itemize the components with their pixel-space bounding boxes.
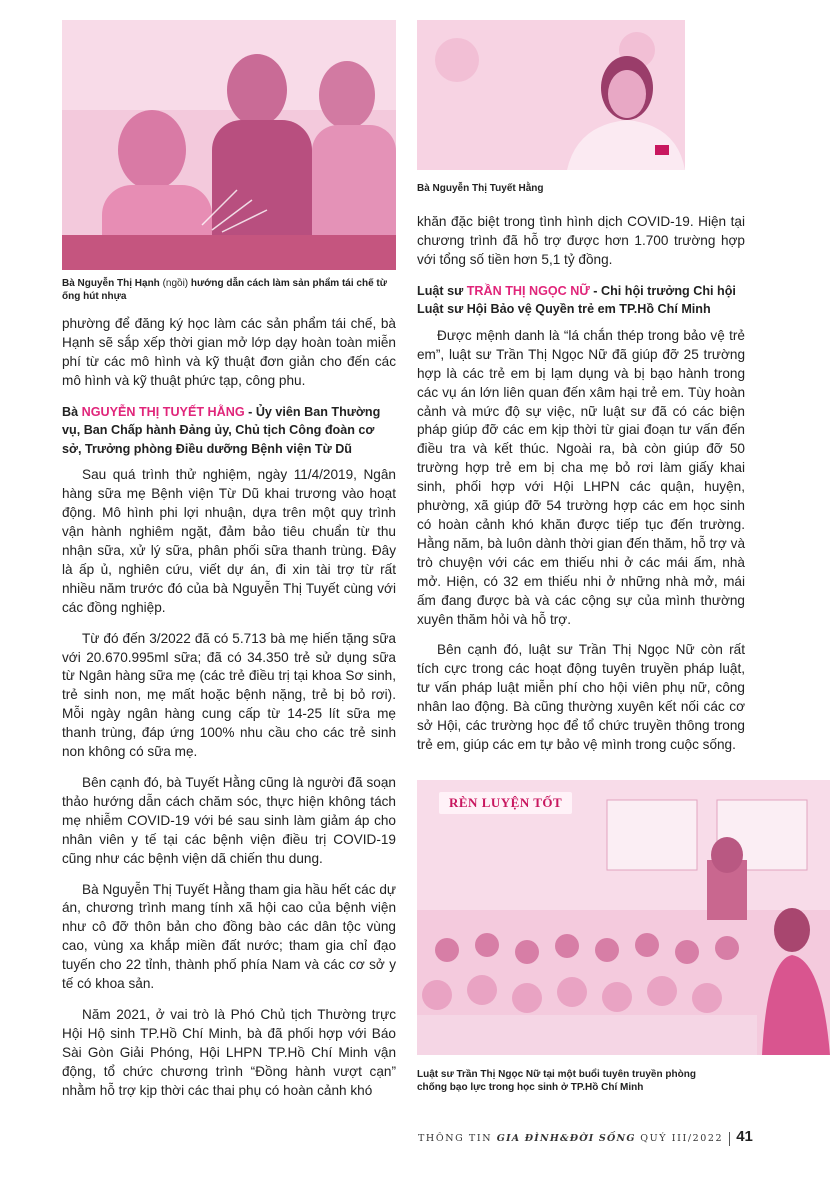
- left-paragraph-4: Bà Nguyễn Thị Tuyết Hằng tham gia hầu hết các dự án, chương trình mang tính xã hội cao của bệnh viện như cô đỡ thôn bản cho đồng bào các dân tộc vùng cao, vùng xa khắp miền đất nước; tham gia chỉ đạo tuyến cho 22 tỉnh, thành phố phía Nam và các cơ sở y tế có khoa sản.: [62, 881, 396, 992]
- footer-issue: QUÝ III/2022: [640, 1133, 724, 1144]
- left-column: [62, 315, 396, 1113]
- right-column: [417, 213, 745, 767]
- page-number: 41: [736, 1128, 753, 1145]
- left-intro-paragraph: phường để đăng ký học làm các sản phẩm tái chế, bà Hạnh sẽ sắp xếp thời gian mở lớp dạy hoàn toàn miễn phí từ các mô hình và kỹ thuật đơn giản cho đến các mô hình và kỹ thuật phức tạp, công phu.: [62, 316, 396, 388]
- right-paragraph-2: Bên cạnh đó, luật sư Trần Thị Ngọc Nữ còn rất tích cực trong các hoạt động tuyên truyền pháp luật, tư vấn pháp luật miễn phí cho hội viên phụ nữ, công nhân lao động. Bà cũng thường xuyên kết nối các cơ sở Hội, các trường học để tổ chức truyền thông trong trẻ em, giúp các em tự bảo vệ mình trong cuộc sống.: [417, 642, 745, 752]
- photo-portrait-tuyet-hang-image: [417, 20, 685, 170]
- photo-women-crafting: [62, 20, 396, 270]
- left-paragraph-3: Bên cạnh đó, bà Tuyết Hằng cũng là người đã soạn thảo hướng dẫn cách chăm sóc, thực hiện không tách mẹ nhiễm COVID-19 với bé sau sinh làm giảm áp cho nhân viên y tế tại các bệnh viện điều trị COVID-19 cũng như các bệnh viện dã chiến thu dung.: [62, 775, 396, 866]
- footer-prefix: THÔNG TIN: [418, 1133, 493, 1144]
- section-heading-tuyet-hang: Bà NGUYỄN THỊ TUYẾT HẰNG - Ủy viên Ban Thường vụ, Ban Chấp hành Đảng ủy, Chủ tịch Công đoàn cơ sở, Trưởng phòng Điều dưỡng Bệnh viện Từ Dũ: [62, 404, 381, 456]
- left-paragraph-1: Sau quá trình thử nghiệm, ngày 11/4/2019, Ngân hàng sữa mẹ Bệnh viện Từ Dũ khai trương vào hoạt động. Mô hình phi lợi nhuận, dựa trên một quy trình vận hành nghiêm ngặt, đảm bảo tiêu chuẩn từ thu nhận sữa, xử lý sữa, phân phối sữa thanh trùng. Đây là ấp ủ, nghiên cứu, viết dự án, đi xin tài trợ từ rất nhiều năm trước đó của bà Nguyễn Thị Tuyết cùng với các đồng nghiệp.: [62, 467, 396, 615]
- left-paragraph-2: Từ đó đến 3/2022 đã có 5.713 bà mẹ hiến tặng sữa với 20.670.995ml sữa; đã có 34.350 trẻ sử dụng sữa từ Ngân hàng sữa mẹ (các trẻ điều trị tại khoa Sơ sinh, trẻ sinh non, mẹ mất hoặc bệnh nặng, trẻ bị bỏ rơi). Mỗi ngày ngân hàng cung cấp từ 14-25 lít sữa mẹ thanh trùng, đáp ứng 100% nhu cầu cho các trẻ sinh non không có sữa mẹ.: [62, 630, 396, 760]
- right-intro-paragraph: khăn đặc biệt trong tình hình dịch COVID-19. Hiện tại chương trình đã hỗ trợ được hơn 1.700 trường hợp với tổng số tiền hơn 5,1 tỷ đồng.: [417, 214, 745, 267]
- photo-caption-hanh: Bà Nguyễn Thị Hạnh (ngồi) hướng dẫn cách làm sản phẩm tái chế từ ống hút nhựa: [62, 278, 388, 302]
- right-paragraph-1: Được mệnh danh là “lá chắn thép trong bảo vệ trẻ em”, luật sư Trần Thị Ngọc Nữ đã giúp đỡ 25 trường hợp là các trẻ em bị lạm dụng và bị bạo hành trong các vụ án lớn liên quan đến xâm hại trẻ em. Tùy hoàn cảnh và mức độ sự việc, nữ luật sư đã có các biện pháp giúp đỡ các em kịp thời từ giai đoạn tư vấn đến điều tra và kết thúc. Ngoài ra, bà còn giúp đỡ 50 trường hợp trẻ em bị cha mẹ bỏ rơi làm giấy khai sinh, phối hợp với Hội LHPN các quận, huyện, phường, xã giúp đỡ 54 trường hợp các em học sinh có hoàn cảnh khó khăn được tiếp tục đến trường. Hằng năm, bà luôn dành thời gian đến thăm, hỗ trợ và trò chuyện với các em thiếu nhi ở các mái ấm, nhà mở. Hiện, có 32 em thiếu nhi ở những nhà mở, mái ấm đang được bà và các cộng sự của mình thường xuyên thăm hỏi và hỗ trợ.: [417, 327, 745, 627]
- photo-caption-tuyet-hang: Bà Nguyễn Thị Tuyết Hằng: [417, 183, 544, 194]
- footer-separator: [729, 1132, 730, 1146]
- classroom-sign: RÈN LUYỆN TỐT: [439, 792, 572, 814]
- photo-women-crafting-image: [62, 20, 396, 270]
- photo-classroom-event: [417, 780, 830, 1055]
- photo-classroom-event-image: [417, 780, 830, 1055]
- photo-caption-classroom: Luật sư Trần Thị Ngọc Nữ tại một buổi tuyên truyền phòng chống bạo lực trong học sinh ở TP.Hồ Chí Minh: [417, 1069, 696, 1093]
- footer-brand: GIA ĐÌNH&ĐỜI SỐNG: [496, 1133, 636, 1144]
- section-heading-ngoc-nu: Luật sư TRẦN THỊ NGỌC NỮ - Chi hội trưởng Chi hội Luật sư Hội Bảo vệ Quyền trẻ em TP.Hồ Chí Minh: [417, 283, 736, 317]
- photo-portrait-tuyet-hang: [417, 20, 685, 170]
- page-footer: [418, 1128, 753, 1148]
- left-paragraph-5: Năm 2021, ở vai trò là Phó Chủ tịch Thường trực Hội Hộ sinh TP.Hồ Chí Minh, bà đã phối hợp với Báo Sài Gòn Giải Phóng, Hội LHPN TP.Hồ Chí Minh vận động, tổ chức chương trình “Đồng hành vượt cạn” nhằm hỗ trợ kịp thời các thai phụ có hoàn cảnh khó: [62, 1006, 396, 1098]
